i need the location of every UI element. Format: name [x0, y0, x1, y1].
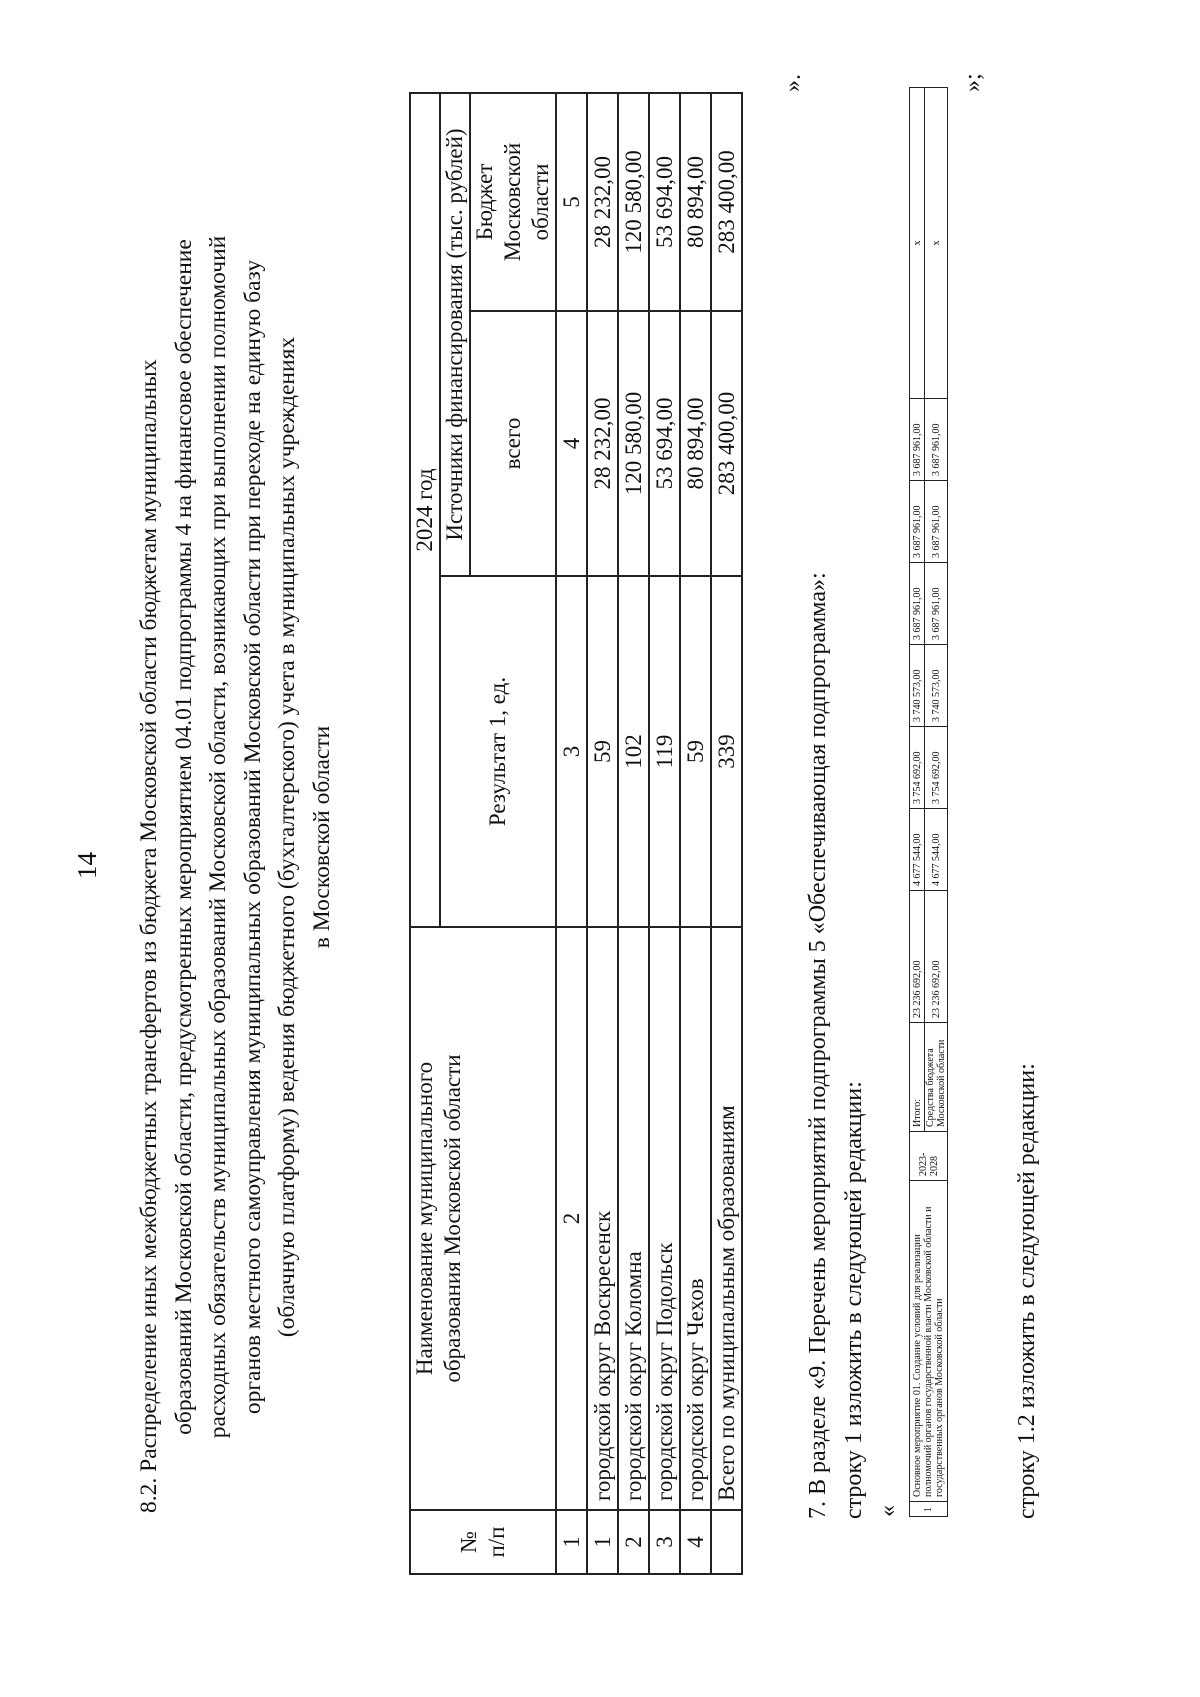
- table-row: 4 городской округ Чехов 59 80 894,00 80 894,00: [680, 93, 711, 1574]
- heading-line: (облачную платформу) ведения бюджетного (бухгалтерского) учета в муниципальных учреждениях: [274, 336, 300, 1338]
- heading-line: 8.2. Распределение иных межбюджетных трансфертов из бюджета Московской области бюджетам муниципальных: [136, 359, 162, 1513]
- measures-table: [909, 87, 948, 1517]
- closing-quote: »;: [960, 73, 986, 92]
- col-number: 2: [556, 927, 587, 1510]
- header-year: 2024 год: [410, 93, 440, 927]
- table-total-row: Всего по муниципальным образованиям 339 283 400,00 283 400,00: [711, 93, 742, 1574]
- opening-quote: «: [875, 1505, 901, 1517]
- col-number: 5: [556, 93, 587, 311]
- table-row: 1 городской округ Воскресенск 59 28 232,00 28 232,00: [587, 93, 618, 1574]
- section-7-line: строку 1 изложить в следующей редакции:: [841, 1081, 867, 1519]
- section-heading: [132, 97, 339, 1577]
- column-number-row: [556, 93, 587, 1574]
- col-number: 1: [556, 1510, 587, 1574]
- header-result: Результат 1, ед.: [440, 576, 556, 927]
- table-row: 2 городской округ Коломна 102 120 580,00 120 580,00: [618, 93, 649, 1574]
- line-1-2-text: строку 1.2 изложить в следующей редакции:: [1014, 1063, 1040, 1519]
- heading-line: образований Московской области, предусмотренных мероприятием 04.01 подпрограммы 4 на финансовое обеспечение: [170, 239, 197, 1435]
- distribution-table: [409, 92, 743, 1575]
- heading-line: органов местного самоуправления муниципальных образований Московской области при переходе на единую базу: [239, 259, 266, 1415]
- col-number: 4: [556, 311, 587, 576]
- header-sources: Источники финансирования (тыс. рублей): [440, 93, 470, 576]
- header-num: № п/п: [410, 1510, 556, 1574]
- closing-quote: ».: [780, 74, 806, 92]
- table-row: 1 Основное мероприятие 01. Создание условий для реализации полномочий органов государственной власти Московской области и государственных органов Московской области 2023-2028 Итого: 23 236 692,00 4 677 544,00 3 754 692,00 3 740 573,00 3 687 961,00 3 687 961,00 3 687 961,00 x: [910, 88, 925, 1517]
- heading-line: расходных обязательств муниципальных образований Московской области, возникающих при выполнении полномочий: [205, 235, 231, 1439]
- page-number: 14: [72, 852, 102, 879]
- section-7-text: [800, 572, 872, 1519]
- header-name: Наименование муниципального образования Московской области: [410, 927, 556, 1510]
- table-row: 3 городской округ Подольск 119 53 694,00 53 694,00: [649, 93, 680, 1574]
- section-7-line: 7. В разделе «9. Перечень мероприятий подпрограммы 5 «Обеспечивающая подпрограмма»:: [805, 572, 831, 1519]
- col-number: 3: [556, 576, 587, 927]
- table-row: Средства бюджета Московской области 23 236 692,00 4 677 544,00 3 754 692,00 3 740 573,00 3 687 961,00 3 687 961,00 3 687 961,00 x: [925, 88, 948, 1517]
- header-budget: Бюджет Московской области: [470, 93, 556, 311]
- heading-line: в Московской области: [308, 725, 335, 949]
- header-total: всего: [470, 311, 556, 576]
